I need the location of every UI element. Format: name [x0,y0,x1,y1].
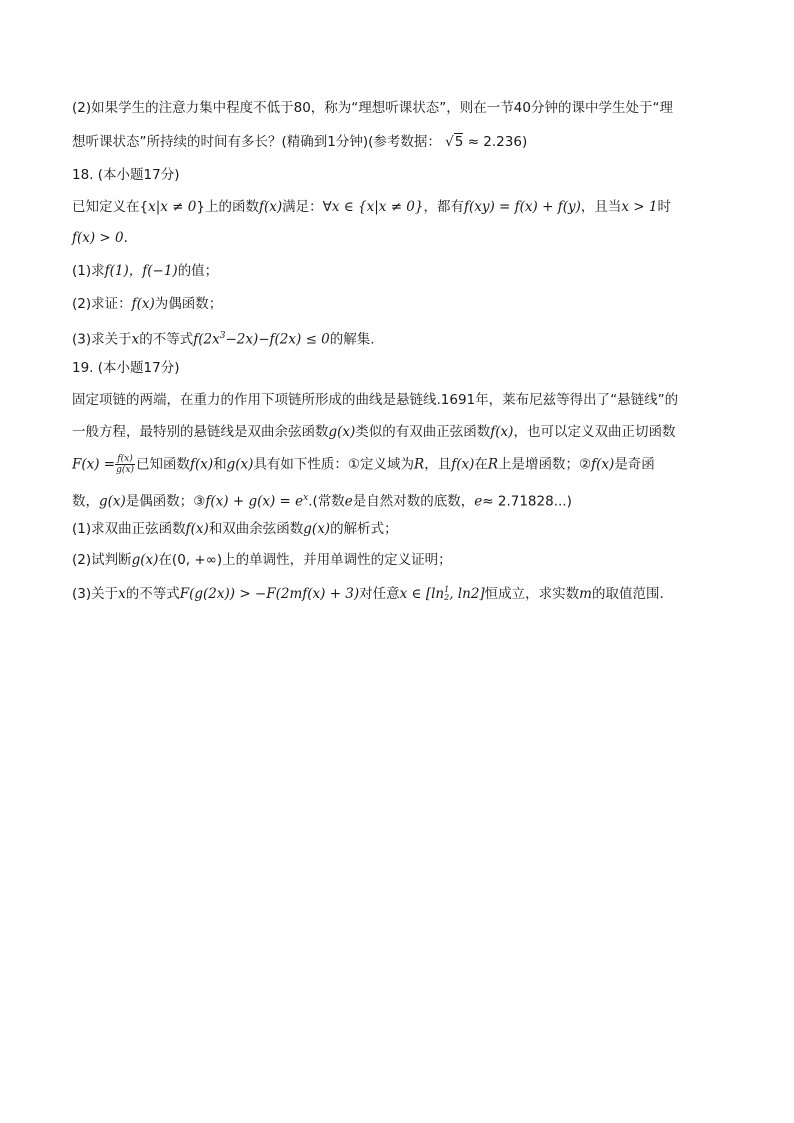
text: ≈ 2.71828...) [482,493,572,510]
math: f(x) [490,424,514,440]
q18-stem-line2 [72,228,128,248]
math: x ∈ {x|x ≠ 0} [331,199,424,215]
q18-stem-line1 [72,197,671,217]
text: 是自然对数的底数， [352,493,475,510]
math: 3 [219,331,226,341]
math: R [487,456,499,473]
q18-heading [72,165,179,185]
q18-heading-text: 18. (本小题17分) [72,167,180,183]
math: f(x) [258,199,283,215]
math: f(1)，f(−1) [104,263,178,279]
sqrt-5: 5 [454,134,464,150]
math: e [474,493,483,510]
text: (2)求证： [72,296,132,312]
text: 恒成立，求实数 [484,586,580,602]
math: x > 1 [621,199,658,215]
text: }上的函数 [196,199,259,215]
text: 在(0, +∞)上的单调性，并用单调性的定义证明； [158,552,452,568]
text: 对任意 [359,586,400,602]
text: 的取值范围. [591,586,664,602]
numerator: f(x) [115,454,135,465]
q17-part2-text-2: 想听课状态”所持续的时间有多长？(精确到1分钟)(参考数据： [72,134,441,150]
text: ，且当 [580,199,622,215]
math: g(x) [131,552,159,568]
math: F(g(2x)) > −F(2mf(x) + 3) [179,586,360,602]
math: g(x) [328,424,356,440]
q19-part3 [72,584,664,604]
text: 时 [657,199,671,215]
text: ，也可以定义双曲正切函数 [513,424,676,440]
text: ，且 [424,456,452,473]
math: x|x ≠ 0 [148,199,197,215]
text: 的不等式 [139,331,194,348]
text: (2)试判断 [72,552,132,568]
q18-part2 [72,294,222,314]
text: 上是增函数；② [498,456,592,473]
math: f(x) [189,456,214,473]
text: 的解集. [329,331,375,348]
denominator: 2 [444,593,450,602]
math: g(x) [226,456,254,473]
math: x [131,331,140,348]
math: f(x) > 0. [72,230,128,246]
math: x [303,493,309,503]
q17-part2-text: (2)如果学生的注意力集中程度不低于80，称为“理想听课状态”，则在一节40分钟的课中学生处于“理 [72,100,673,116]
text: 的解析式； [330,521,398,537]
math: f(x) [451,456,475,473]
math: f(xy) = f(x) + f(y) [464,199,581,215]
q19-line2 [72,422,675,442]
q19-part2 [72,550,452,570]
math: , ln2] [449,586,485,602]
text: (3)关于 [72,586,119,602]
text: .(常数 [308,493,345,510]
q19-part1 [72,519,398,539]
math: g(x) [99,493,126,510]
text: 一般方程，最特别的悬链线是双曲余弦函数 [72,424,329,440]
text: (1)求双曲正弦函数 [72,521,186,537]
text: (3)求关于 [72,331,132,348]
numerator: 1 [444,585,450,594]
q18-part1 [72,261,218,281]
text: 是偶函数；③ [125,493,206,510]
reference-value: ≈ 2.236) [467,134,528,150]
q18-part3 [72,326,375,350]
fraction [115,454,135,475]
q17-part2-line1 [72,98,673,118]
math: F(x) = [72,456,116,473]
text: 在 [474,456,488,473]
math: x ∈ [ln [399,586,445,602]
math: g(x) [303,521,331,537]
math: f(x) [185,521,209,537]
q19-line4 [72,488,572,512]
text: 类似的有双曲正弦函数 [355,424,491,440]
text: 的不等式 [125,586,180,602]
text: 和 [213,456,227,473]
text: 数， [72,493,99,510]
text: 已知函数 [135,456,190,473]
text: 是奇函 [614,456,655,473]
text: (1)求 [72,263,105,279]
denominator: g(x) [116,465,134,475]
q17-part2-line2: 想听课状态”所持续的时间有多长？(精确到1分钟)(参考数据： √5 ≈ 2.236) [72,134,528,150]
math: m [579,586,592,602]
text: 的值； [177,263,219,279]
math: −2x)−f(2x) ≤ 0 [225,331,330,348]
text: 已知定义在{ [72,199,149,215]
text: 具有如下性质：①定义域为 [253,456,415,473]
q19-line1 [72,390,678,410]
text: ，都有 [423,199,464,215]
math: f(x) [591,456,615,473]
math: f(x) [131,296,155,312]
math: e [344,493,353,510]
text: 满足：∀ [282,199,332,215]
text: 和双曲余弦函数 [208,521,304,537]
math: f(x) + g(x) = e [205,493,304,510]
math: f(2x [193,331,220,348]
q19-heading-text: 19. (本小题17分) [72,360,180,376]
text: 固定项链的两端，在重力的作用下项链所形成的曲线是悬链线.1691年，莱布尼兹等得出了“悬链线”的 [72,392,679,408]
math: R [414,456,425,473]
q19-heading [72,358,179,378]
q19-line3 [72,454,655,475]
math: x [118,586,126,602]
text: 为偶函数； [154,296,223,312]
